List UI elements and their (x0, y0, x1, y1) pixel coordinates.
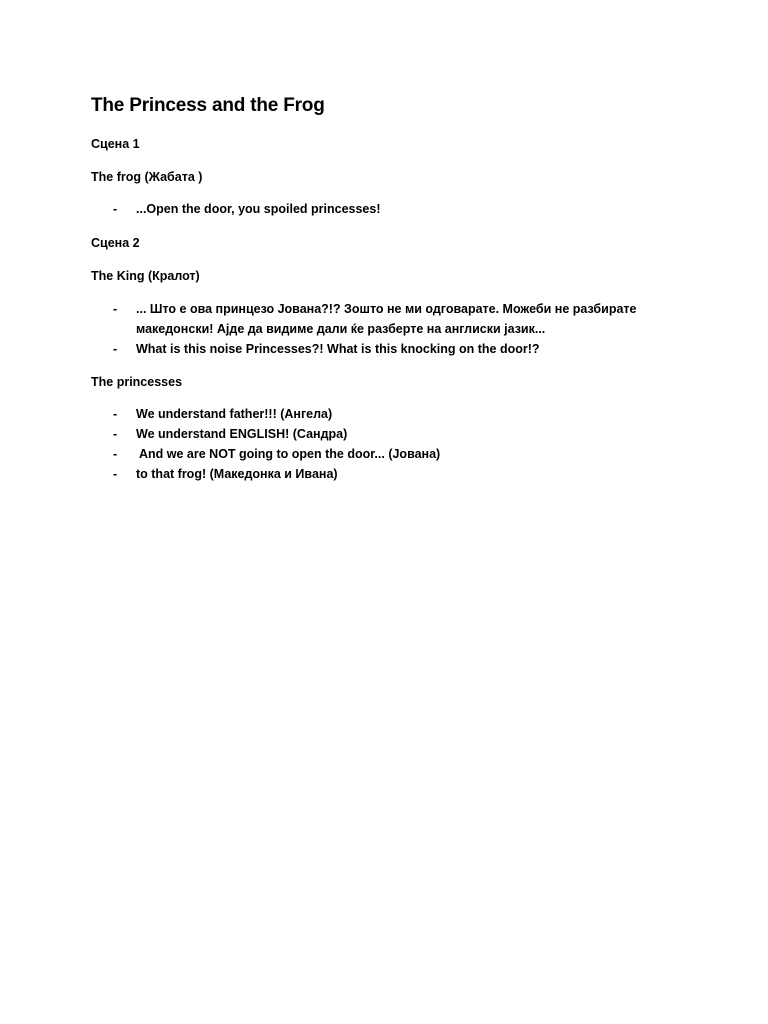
dialogue-line: to that frog! (Македонка и Ивана) (136, 467, 338, 481)
document-title: The Princess and the Frog (91, 95, 325, 116)
bullet-dash: - (113, 302, 118, 316)
list-item (0, 444, 656, 464)
speaker-king: The King (Кралот) (91, 269, 200, 283)
list-item (0, 339, 656, 359)
list-item (0, 424, 656, 444)
king-lines (0, 299, 656, 359)
dialogue-line-continued: македонски! Ајде да видиме дали ќе разберте на англиски јазик... (136, 322, 546, 336)
dialogue-line: And we are NOT going to open the door... (Јована) (136, 447, 441, 461)
dialogue-line: We understand father!!! (Ангела) (136, 407, 333, 421)
list-item (0, 299, 656, 339)
speaker-frog: The frog (Жабата ) (91, 170, 203, 184)
dialogue-line: ... Што е ова принцезо Јована?!? Зошто не ми одговарате. Можеби не разбирате (136, 302, 637, 316)
bullet-dash: - (113, 202, 118, 216)
bullet-dash: - (113, 407, 118, 421)
bullet-dash: - (113, 447, 118, 461)
list-item (0, 464, 656, 484)
list-item (0, 199, 656, 219)
dialogue-line: What is this noise Princesses?! What is this knocking on the door!? (136, 342, 540, 356)
dialogue-line: ...Open the door, you spoiled princesses! (136, 202, 381, 216)
princesses-lines (0, 404, 656, 484)
bullet-dash: - (113, 427, 118, 441)
dialogue-line: We understand ENGLISH! (Сандра) (136, 427, 348, 441)
bullet-dash: - (113, 467, 118, 481)
list-item (0, 404, 656, 424)
bullet-dash: - (113, 342, 118, 356)
scene-1-label: Сцена 1 (91, 137, 140, 151)
scene-2-label: Сцена 2 (91, 236, 140, 250)
frog-lines (0, 199, 656, 219)
speaker-princesses: The princesses (91, 375, 183, 389)
